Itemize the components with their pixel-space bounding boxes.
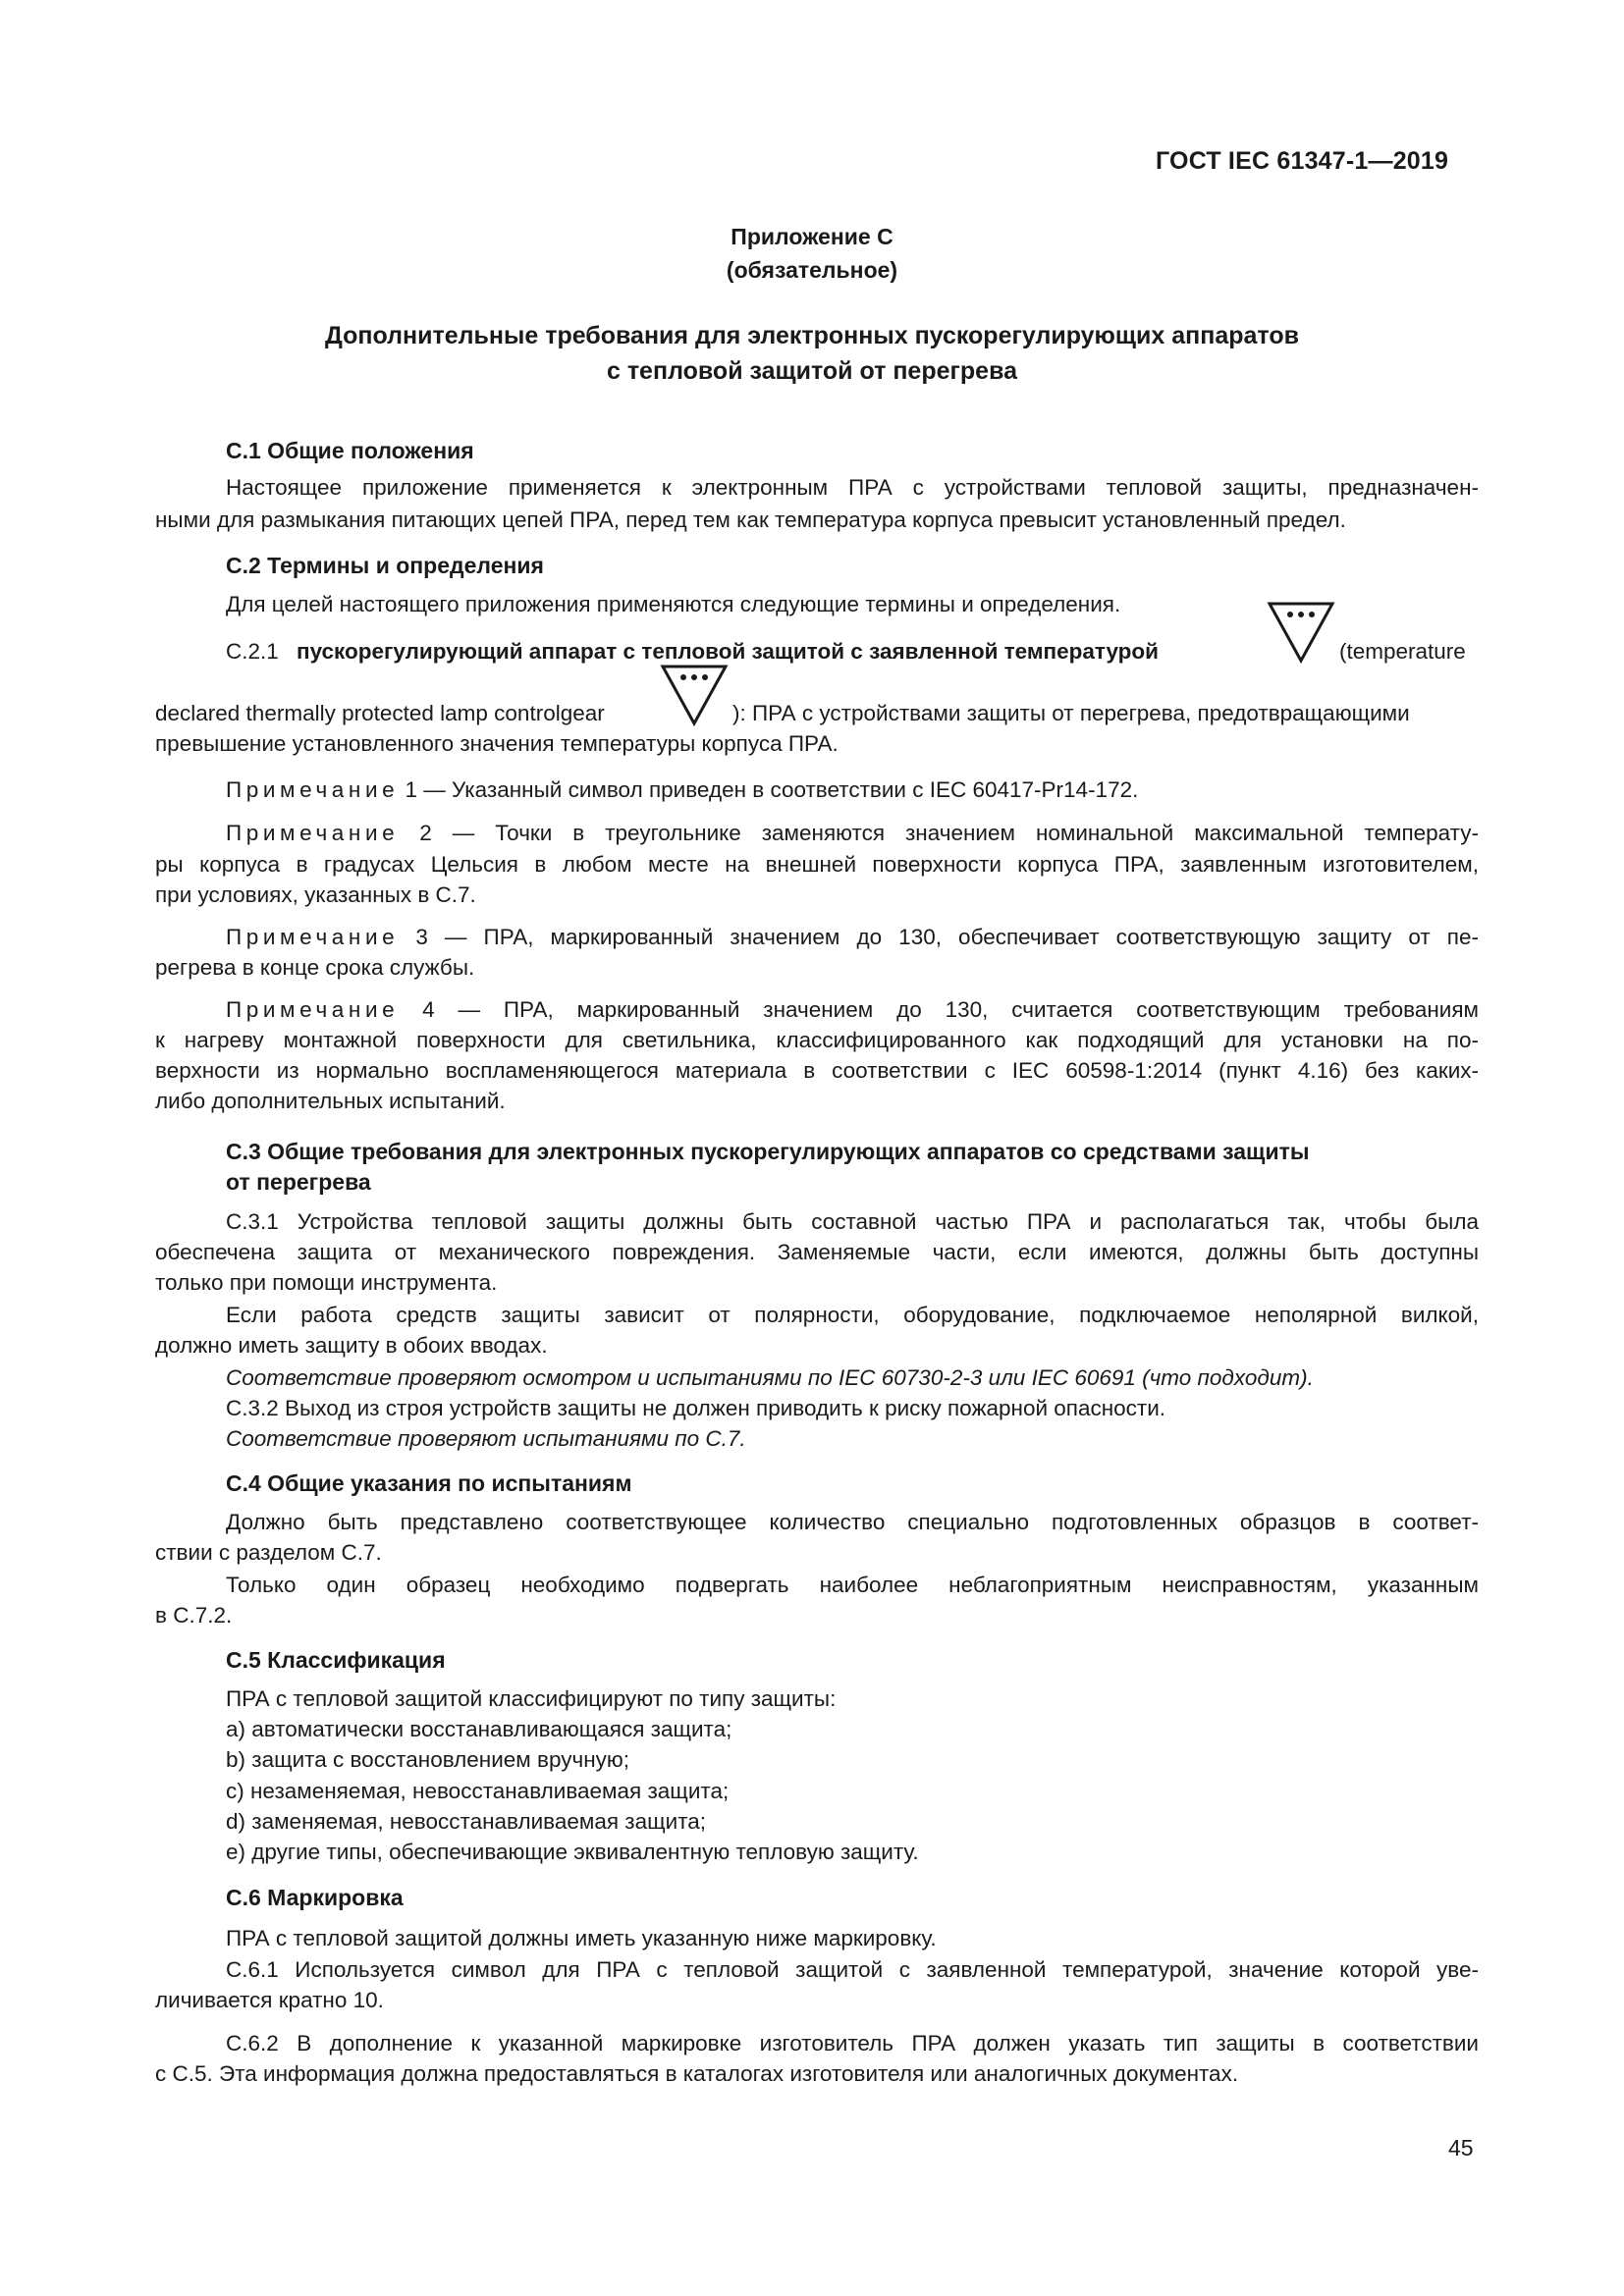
- c21-definition-line2: превышение установленного значения температуры корпуса ПРА.: [155, 731, 839, 756]
- c5-list-item: а) автоматически восстанавливающаяся защита;: [226, 1717, 732, 1741]
- section-c3-heading-line2: от перегрева: [226, 1169, 371, 1195]
- c3-polarity-line2: должно иметь защиту в обоих вводах.: [155, 1333, 548, 1358]
- c32-paragraph: С.3.2 Выход из строя устройств защиты не должен приводить к риску пожарной опасности.: [226, 1396, 1166, 1420]
- c2-intro: Для целей настоящего приложения применяются следующие термины и определения.: [226, 592, 1121, 616]
- c1-paragraph-line1: Настоящее приложение применяется к электронным ПРА с устройствами тепловой защиты, предназначен-: [226, 475, 1479, 500]
- section-c4-heading: С.4 Общие указания по испытаниям: [226, 1470, 632, 1496]
- note-3-line1: [226, 925, 1479, 950]
- c4-p2-line1: Только один образец необходимо подвергать наиболее неблагоприятным неисправностям, указанным: [226, 1573, 1479, 1597]
- note-2-line2: ры корпуса в градусах Цельсия в любом месте на внешней поверхности корпуса ПРА, заявленным изготовителем,: [155, 852, 1479, 877]
- c3-compliance-check-1: Соответствие проверяют осмотром и испытаниями по IEC 60730-2-3 или IEC 60691 (что подходит).: [226, 1365, 1314, 1390]
- note-1: [226, 777, 1138, 803]
- note-2-line1: [226, 821, 1479, 846]
- note-3-text: 3 — ПРА, маркированный значением до 130, обеспечивает соответствующую защиту от пе-: [415, 925, 1479, 949]
- c5-list-item: b) защита с восстановлением вручную;: [226, 1747, 629, 1772]
- c3-polarity-line1: Если работа средств защиты зависит от полярности, оборудование, подключаемое неполярной вилкой,: [226, 1303, 1479, 1327]
- note-2-line3: при условиях, указанных в С.7.: [155, 882, 476, 907]
- annex-title-line2: с тепловой защитой от перегрева: [606, 357, 1018, 385]
- document-code: ГОСТ IEC 61347-1—2019: [1156, 147, 1449, 175]
- note-2-text: 2 — Точки в треугольнике заменяются значением номинальной максимальной температу-: [419, 821, 1479, 845]
- note-4-line4: либо дополнительных испытаний.: [155, 1089, 506, 1113]
- annex-title-line1: Дополнительные требования для электронных пускорегулирующих аппаратов: [325, 322, 1299, 349]
- note-label: Примечание: [226, 925, 400, 949]
- c21-english-term-end: declared thermally protected lamp controlgear: [155, 701, 605, 725]
- page-number: 45: [1448, 2135, 1474, 2161]
- section-c6-heading: С.6 Маркировка: [226, 1885, 404, 1910]
- note-label: Примечание: [226, 821, 400, 845]
- c3-compliance-check-2: Соответствие проверяют испытаниями по С.7.: [226, 1426, 746, 1451]
- c21-term: пускорегулирующий аппарат с тепловой защитой с заявленной температурой: [297, 639, 1160, 664]
- note-label: Примечание: [226, 777, 400, 802]
- c4-p1-line2: ствии с разделом С.7.: [155, 1540, 382, 1565]
- c62-line2: с С.5. Эта информация должна предоставляться в каталогах изготовителя или аналогичных документах.: [155, 2061, 1239, 2086]
- section-c5-heading: С.5 Классификация: [226, 1647, 446, 1673]
- c4-p2-line2: в С.7.2.: [155, 1603, 233, 1628]
- note-4-line1: [226, 997, 1479, 1023]
- thermal-protection-triangle-icon: [1267, 601, 1335, 664]
- note-4-line2: к нагреву монтажной поверхности для светильника, классифицированного как подходящий для установки на по-: [155, 1028, 1479, 1052]
- note-4-line3: верхности из нормально воспламеняющегося материала в соответствии с IEC 60598-1:2014 (пункт 4.16) без каких-: [155, 1058, 1479, 1083]
- c1-paragraph-line2: ными для размыкания питающих цепей ПРА, перед тем как температура корпуса превысит установленный предел.: [155, 507, 1346, 532]
- c5-list-item: c) незаменяемая, невосстанавливаемая защита;: [226, 1779, 730, 1803]
- annex-label: Приложение С: [731, 224, 893, 249]
- c61-line1: С.6.1 Используется символ для ПРА с тепловой защитой с заявленной температурой, значение которой уве-: [226, 1957, 1479, 1982]
- c6-intro: ПРА с тепловой защитой должны иметь указанную ниже маркировку.: [226, 1926, 937, 1950]
- c5-list-item: e) другие типы, обеспечивающие эквивалентную тепловую защиту.: [226, 1840, 919, 1864]
- section-c1-heading: С.1 Общие положения: [226, 438, 474, 463]
- c62-line1: С.6.2 В дополнение к указанной маркировке изготовитель ПРА должен указать тип защиты в соответствии: [226, 2031, 1479, 2056]
- thermal-protection-triangle-inline-icon: [660, 664, 729, 726]
- c5-intro: ПРА с тепловой защитой классифицируют по типу защиты:: [226, 1686, 837, 1711]
- c21-definition-line1: ): ПРА с устройствами защиты от перегрева, предотвращающими: [732, 701, 1410, 725]
- note-label: Примечание: [226, 997, 400, 1022]
- note-3-line2: регрева в конце срока службы.: [155, 955, 475, 980]
- c21-number: С.2.1: [226, 639, 279, 664]
- c21-english-term-start: (temperature: [1339, 639, 1466, 664]
- c5-list-item: d) заменяемая, невосстанавливаемая защита;: [226, 1809, 707, 1834]
- section-c2-heading: С.2 Термины и определения: [226, 553, 544, 578]
- c4-p1-line1: Должно быть представлено соответствующее количество специально подготовленных образцов в соответ-: [226, 1510, 1479, 1534]
- note-4-text: 4 — ПРА, маркированный значением до 130, считается соответствующим требованиям: [422, 997, 1479, 1022]
- section-c3-heading-line1: С.3 Общие требования для электронных пускорегулирующих аппаратов со средствами защиты: [226, 1139, 1310, 1164]
- c31-line1: С.3.1 Устройства тепловой защиты должны быть составной частью ПРА и располагаться так, чтобы была: [226, 1209, 1479, 1234]
- annex-status: (обязательное): [726, 257, 898, 283]
- c61-line2: личивается кратно 10.: [155, 1988, 384, 2012]
- c31-line2: обеспечена защита от механического повреждения. Заменяемые части, если имеются, должны быть доступны: [155, 1240, 1479, 1264]
- note-1-text: 1 — Указанный символ приведен в соответствии с IEC 60417-Pr14-172.: [405, 777, 1139, 802]
- c31-line3: только при помощи инструмента.: [155, 1270, 498, 1295]
